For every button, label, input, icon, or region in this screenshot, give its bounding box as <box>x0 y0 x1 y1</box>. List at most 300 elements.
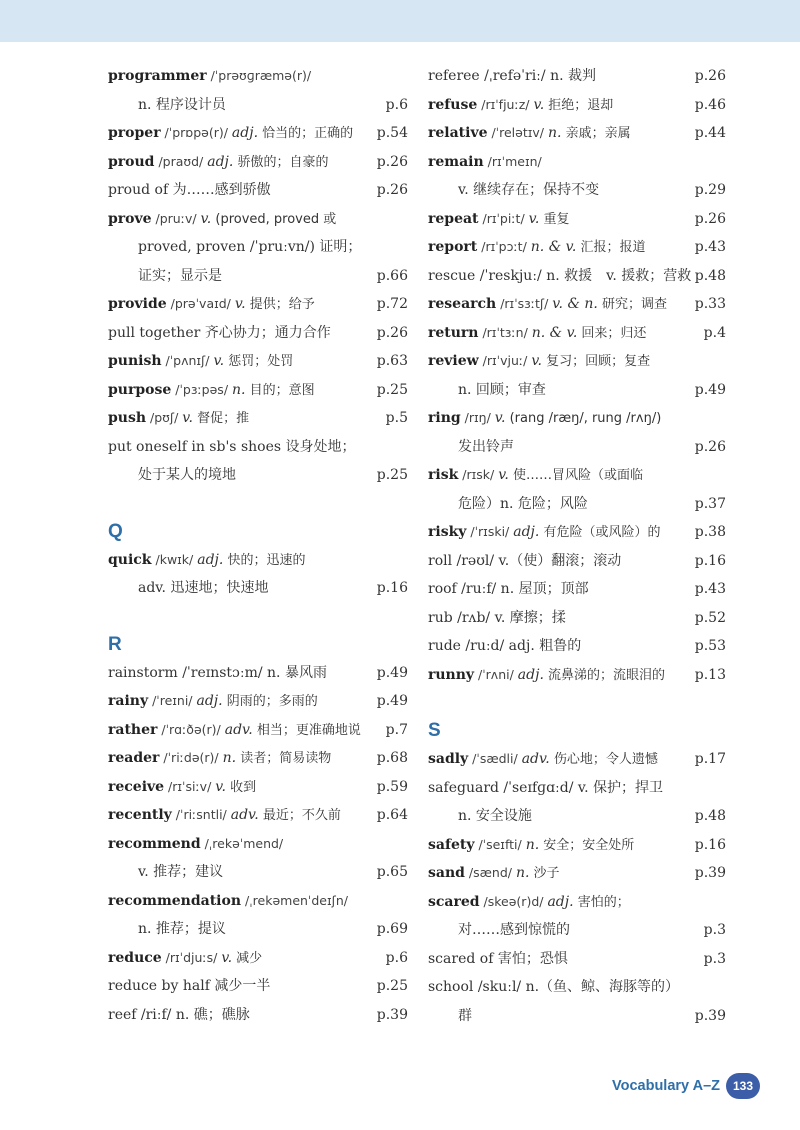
definition: 恰当的；正确的 <box>258 126 354 141</box>
entry-text <box>108 978 270 994</box>
entry-line <box>428 888 726 917</box>
entry-line <box>428 262 726 291</box>
definition: (rang /ræŋ/, rung /rʌŋ/) <box>505 411 662 426</box>
top-band <box>0 0 800 42</box>
headword: runny <box>428 666 475 683</box>
page-reference: p.49 <box>376 693 408 709</box>
entry-content: v. 继续存在；保持不变 <box>458 182 600 198</box>
phonetic: /ˈprɒpə(r)/ <box>160 125 232 140</box>
entry-text <box>108 439 356 455</box>
entry-text <box>428 865 560 881</box>
headword: receive <box>108 778 165 795</box>
phonetic: /ˈrʌni/ <box>474 666 518 682</box>
entry-text <box>138 467 236 483</box>
page-reference: p.44 <box>694 125 726 141</box>
phonetic: /ˈriːsntli/ <box>171 807 231 822</box>
part-of-speech: adj. <box>517 666 544 683</box>
page-reference: p.64 <box>376 807 408 823</box>
entry-line <box>108 433 408 462</box>
entry-content: proved, proven /ˈpruːvn/) 证明； <box>138 239 362 255</box>
page-reference: p.59 <box>376 778 408 795</box>
headword: reader <box>108 750 160 766</box>
headword: reduce <box>108 949 162 966</box>
page-reference: p.48 <box>694 267 726 284</box>
entry-line <box>108 972 408 1001</box>
headword: purpose <box>108 381 172 398</box>
definition: 害怕的； <box>573 894 630 910</box>
part-of-speech: adj. <box>231 125 259 141</box>
headword: ring <box>428 410 461 426</box>
page-reference: p.16 <box>376 580 408 596</box>
definition: 读者；简易读物 <box>236 751 332 766</box>
entry-text <box>108 722 361 738</box>
page-reference: p.6 <box>385 949 408 966</box>
definition: 安全；安全处所 <box>539 837 635 853</box>
part-of-speech: v. <box>533 96 545 113</box>
page-reference: p.39 <box>694 865 726 881</box>
part-of-speech: adj. <box>513 524 540 540</box>
entry-text <box>108 950 262 966</box>
entry-line <box>428 661 726 690</box>
part-of-speech: v. <box>528 210 540 227</box>
entry-line <box>428 632 726 661</box>
entry-line <box>108 858 408 887</box>
page-reference: p.7 <box>385 721 408 738</box>
entry-line <box>108 1001 408 1030</box>
entry-line <box>108 205 408 234</box>
entry-line <box>428 433 726 462</box>
entry-line <box>428 945 726 974</box>
right-column <box>428 62 726 1030</box>
headword: push <box>108 410 147 426</box>
part-of-speech: v. <box>498 467 509 483</box>
part-of-speech: adj. <box>547 893 574 910</box>
entry-line <box>428 575 726 604</box>
section-letter: Q <box>108 520 123 542</box>
entry-line <box>108 546 408 575</box>
entry-text <box>428 751 658 767</box>
page-reference: p.26 <box>376 324 408 341</box>
entry-line <box>108 887 408 916</box>
entry-text <box>108 382 315 398</box>
page-reference: p.54 <box>376 125 408 141</box>
part-of-speech: n. <box>222 750 237 766</box>
definition: 目的；意图 <box>245 382 315 398</box>
entry-line <box>428 547 726 576</box>
entry-content: adv. 迅速地；快速地 <box>138 580 269 596</box>
entry-line <box>428 376 726 405</box>
entry-content: rude /ruːd/ adj. 粗鲁的 <box>428 638 582 654</box>
page-reference: p.29 <box>694 182 726 198</box>
page-reference: p.17 <box>694 751 726 767</box>
entry-text <box>428 979 679 995</box>
page-reference: p.48 <box>694 808 726 824</box>
entry-line <box>108 176 408 205</box>
entry-text <box>428 68 596 84</box>
definition: 减少 <box>232 950 263 966</box>
headword: repeat <box>428 210 479 227</box>
entry-line <box>428 745 726 774</box>
entry-content: safeguard /ˈseɪfɡɑːd/ v. 保护；捍卫 <box>428 779 664 796</box>
headword: sand <box>428 865 465 881</box>
page-reference: p.26 <box>694 68 726 84</box>
entry-line <box>108 687 408 716</box>
page-reference: p.39 <box>376 1006 408 1023</box>
phonetic: /ˈseɪfti/ <box>474 836 526 852</box>
entry-text <box>428 325 646 341</box>
headword: risk <box>428 467 459 483</box>
entry-text <box>428 951 568 967</box>
phonetic: /rɪˈsɜːtʃ/ <box>496 296 553 311</box>
entry-text <box>428 353 650 369</box>
headword: return <box>428 324 479 341</box>
phonetic: /ˈrɑːðə(r)/ <box>157 721 225 737</box>
headword: relative <box>428 125 488 141</box>
page-reference: p.49 <box>376 664 408 681</box>
phonetic: /sænd/ <box>464 865 516 880</box>
headword: scared <box>428 893 480 910</box>
headword: refuse <box>428 96 478 113</box>
entry-line <box>108 91 408 120</box>
phonetic: /ˈreɪni/ <box>148 693 197 708</box>
entry-text <box>428 780 663 796</box>
entry-text <box>428 667 665 683</box>
definition: (proved, proved 或 <box>211 211 337 227</box>
entry-content: 危险）n. 危险；风险 <box>458 495 588 512</box>
phonetic: /ˈprəʊɡræmə(r)/ <box>206 68 312 83</box>
phonetic: /rɪŋ/ <box>460 410 495 425</box>
phonetic: /ˌrekəˈmend/ <box>200 835 284 851</box>
part-of-speech: v. <box>200 210 212 227</box>
entry-text <box>108 552 305 568</box>
entry-line <box>428 290 726 319</box>
phonetic: /prəˈvaɪd/ <box>166 296 235 311</box>
entry-line <box>428 831 726 860</box>
entry-content: 发出铃声 <box>458 438 514 455</box>
headword: prove <box>108 210 152 227</box>
entry-text <box>108 296 315 312</box>
entry-line <box>108 347 408 376</box>
entry-line <box>428 916 726 945</box>
entry-text <box>428 125 631 141</box>
entry-text <box>458 496 588 512</box>
page-number-badge: 133 <box>726 1073 760 1099</box>
entry-content: 对……感到惊慌的 <box>458 922 570 938</box>
page-reference: p.46 <box>694 96 726 113</box>
headword: recommendation <box>108 892 242 909</box>
phonetic: /rɪˈsiːv/ <box>164 778 216 794</box>
part-of-speech: v. <box>221 949 233 966</box>
entry-line <box>108 62 408 91</box>
entry-line <box>108 801 408 830</box>
entry-text <box>428 581 589 597</box>
page-reference: p.43 <box>694 581 726 597</box>
entry-content: roll /rəʊl/ v.（使）翻滚；滚动 <box>428 552 622 569</box>
headword: review <box>428 353 479 369</box>
page-reference: p.33 <box>694 296 726 312</box>
entry-line <box>428 119 726 148</box>
left-column <box>108 62 408 1029</box>
entry-line <box>108 119 408 148</box>
entry-text <box>108 750 331 766</box>
entry-line <box>108 659 408 688</box>
definition: 伤心地；令人遗憾 <box>549 752 658 767</box>
entry-line <box>428 347 726 376</box>
part-of-speech: n. <box>515 865 530 881</box>
entry-text <box>108 665 327 681</box>
phonetic: /ˈpɜːpəs/ <box>171 381 233 397</box>
entry-text <box>428 154 542 170</box>
page-reference: p.5 <box>385 410 408 426</box>
page-reference: p.43 <box>694 239 726 255</box>
headword: rainy <box>108 693 149 709</box>
phonetic: /rɪˈvjuː/ <box>478 353 532 368</box>
page-reference: p.6 <box>385 96 408 113</box>
entry-text <box>108 410 249 426</box>
page-reference: p.69 <box>376 921 408 937</box>
headword: recently <box>108 807 172 823</box>
headword: recommend <box>108 835 201 852</box>
definition: 最近；不久前 <box>258 808 341 823</box>
section-letter: R <box>108 633 122 655</box>
entry-line <box>428 205 726 234</box>
page-reference: p.16 <box>694 552 726 569</box>
page-reference: p.3 <box>703 922 726 938</box>
entry-text <box>458 439 514 455</box>
entry-line <box>428 176 726 205</box>
phonetic: /rɪˈdjuːs/ <box>161 949 222 965</box>
entry-line <box>428 319 726 348</box>
part-of-speech: adv. <box>521 751 550 767</box>
page-reference: p.16 <box>694 836 726 853</box>
entry-text <box>458 382 546 398</box>
definition: 回来；归还 <box>577 325 647 341</box>
entry-content: rescue /ˈreskjuː/ n. 救援 v. 援救；营救 <box>428 267 692 284</box>
part-of-speech: v. <box>531 353 543 369</box>
part-of-speech: n. & v. <box>531 324 578 341</box>
page-reference: p.37 <box>694 495 726 512</box>
entry-line <box>428 91 726 120</box>
definition: 惩罚；处罚 <box>224 354 294 369</box>
headword: sadly <box>428 751 469 767</box>
definition: 使……冒风险（或面临 <box>508 468 644 483</box>
entry-line <box>108 262 408 291</box>
entry-line <box>428 461 726 490</box>
phonetic: /rɪˈtɜːn/ <box>478 324 532 340</box>
entry-text <box>428 524 661 540</box>
part-of-speech: v. <box>215 778 226 795</box>
headword: research <box>428 296 497 312</box>
entry-content: 处于某人的境地 <box>138 467 236 483</box>
entry-content: school /skuːl/ n.（鱼、鲸、海豚等的） <box>428 979 680 995</box>
headword: provide <box>108 296 167 312</box>
part-of-speech: v. & n. <box>552 296 598 312</box>
entry-text <box>138 97 226 113</box>
entry-text <box>108 325 331 341</box>
headword: quick <box>108 551 152 568</box>
definition: 拒绝；退却 <box>544 97 614 113</box>
entry-text <box>108 693 318 709</box>
headword: rather <box>108 721 158 738</box>
entry-text <box>428 553 621 569</box>
part-of-speech: n. <box>525 836 540 853</box>
entry-text <box>428 610 566 626</box>
part-of-speech: adv. <box>224 721 253 738</box>
definition: 重复 <box>539 211 570 227</box>
headword: report <box>428 239 478 255</box>
page-reference: p.53 <box>694 638 726 654</box>
entry-text <box>108 893 348 909</box>
phonetic: /pruːv/ <box>151 210 201 226</box>
entry-text <box>428 296 667 312</box>
part-of-speech: n. <box>232 381 246 398</box>
definition: 督促；推 <box>192 411 250 426</box>
part-of-speech: v. <box>494 410 506 426</box>
entry-content: n. 推荐；提议 <box>138 921 226 937</box>
definition: 快的；迅速的 <box>223 552 306 568</box>
phonetic: /ˈriːdə(r)/ <box>159 750 223 765</box>
footer-title: Vocabulary A–Z <box>612 1078 720 1094</box>
entry-text <box>108 836 283 852</box>
entry-text <box>108 807 341 823</box>
phonetic: /rɪˈpɔːt/ <box>477 239 531 254</box>
page-reference: p.25 <box>376 978 408 994</box>
headword: safety <box>428 836 475 853</box>
entry-content: reduce by half 减少一半 <box>108 978 271 994</box>
part-of-speech: v. <box>213 353 225 369</box>
phonetic: /ˈrɪski/ <box>466 524 514 539</box>
entry-line <box>428 404 726 433</box>
entry-text <box>458 1008 472 1024</box>
entry-line <box>108 574 408 603</box>
page-reference: p.65 <box>376 864 408 880</box>
entry-line <box>108 773 408 802</box>
page-reference: p.13 <box>694 666 726 683</box>
headword: proper <box>108 125 161 141</box>
entry-text <box>458 922 570 938</box>
entry-content: rainstorm /ˈreɪnstɔːm/ n. 暴风雨 <box>108 664 327 681</box>
page-reference: p.4 <box>703 324 726 341</box>
entry-content: pull together 齐心协力；通力合作 <box>108 324 331 341</box>
headword: remain <box>428 153 484 170</box>
phonetic: /pʊʃ/ <box>146 410 183 425</box>
definition: 有危险（或风险）的 <box>539 525 661 540</box>
definition: 研究；调查 <box>597 297 667 312</box>
entry-content: 证实；显示是 <box>138 267 222 284</box>
entry-line <box>108 944 408 973</box>
entry-line <box>428 774 726 803</box>
entry-content: v. 推荐；建议 <box>138 864 224 880</box>
page-reference: p.66 <box>376 267 408 284</box>
phonetic: /rɪˈmeɪn/ <box>483 153 542 169</box>
part-of-speech: adj. <box>197 551 224 568</box>
entry-text <box>428 894 630 910</box>
entry-line <box>428 148 726 177</box>
entry-line <box>108 290 408 319</box>
entry-text <box>428 410 661 426</box>
page-footer <box>612 1073 760 1099</box>
headword: programmer <box>108 68 207 84</box>
entry-content: n. 回顾；审查 <box>458 381 546 398</box>
entry-text <box>138 864 223 880</box>
entry-line <box>108 319 408 348</box>
part-of-speech: adj. <box>196 693 223 709</box>
entry-text <box>108 779 256 795</box>
definition: 骄傲的；自豪的 <box>233 154 329 170</box>
definition: 复习；回顾；复查 <box>542 354 651 369</box>
page-reference: p.38 <box>694 524 726 540</box>
phonetic: /ˈpʌnɪʃ/ <box>161 353 214 368</box>
entry-content: referee /ˌrefəˈriː/ n. 裁判 <box>428 68 596 84</box>
entry-content: reef /riːf/ n. 礁；礁脉 <box>108 1006 250 1023</box>
entry-text <box>108 1007 250 1023</box>
entry-content: n. 安全设施 <box>458 808 532 824</box>
entry-line <box>428 490 726 519</box>
entry-line <box>108 404 408 433</box>
page-reference: p.39 <box>694 1007 726 1024</box>
section-letter: S <box>428 720 441 741</box>
phonetic: /ˈrelətɪv/ <box>487 125 548 140</box>
entry-text <box>458 182 599 198</box>
entry-content: rub /rʌb/ v. 摩擦；揉 <box>428 609 566 626</box>
entry-line <box>428 233 726 262</box>
entry-content: roof /ruːf/ n. 屋顶；顶部 <box>428 581 589 597</box>
part-of-speech: n. <box>547 125 562 141</box>
entry-line <box>428 859 726 888</box>
entry-line <box>428 518 726 547</box>
entry-line <box>108 744 408 773</box>
entry-text <box>428 97 613 113</box>
entry-line <box>428 62 726 91</box>
definition: 提供；给予 <box>245 297 315 312</box>
entry-text <box>108 154 329 170</box>
page-reference: p.26 <box>376 153 408 170</box>
page-reference: p.26 <box>694 438 726 455</box>
part-of-speech: adj. <box>207 153 234 170</box>
phonetic: /rɪsk/ <box>458 467 499 482</box>
entry-text <box>428 467 643 483</box>
entry-line <box>108 461 408 490</box>
entry-text <box>138 921 226 937</box>
entry-text <box>108 125 353 141</box>
definition: 阴雨的；多雨的 <box>222 694 318 709</box>
entry-text <box>138 580 268 596</box>
page-reference: p.63 <box>376 353 408 369</box>
entry-content: put oneself in sb's shoes 设身处地； <box>108 438 356 455</box>
page-reference: p.26 <box>694 210 726 227</box>
entry-line <box>108 915 408 944</box>
headword: risky <box>428 524 467 540</box>
headword: proud <box>108 153 155 170</box>
definition: 收到 <box>225 779 257 795</box>
entry-text <box>138 268 222 284</box>
entry-text <box>428 638 581 654</box>
phonetic: /rɪˈpiːt/ <box>478 210 529 226</box>
entry-text <box>138 239 361 255</box>
page-reference: p.25 <box>376 381 408 398</box>
headword: punish <box>108 353 162 369</box>
page-reference: p.49 <box>694 381 726 398</box>
phonetic: /ˌrekəmenˈdeɪʃn/ <box>241 892 348 908</box>
phonetic: /rɪˈfjuːz/ <box>477 96 534 112</box>
entry-text <box>428 268 691 284</box>
part-of-speech: v. <box>234 296 246 312</box>
page-reference: p.25 <box>376 467 408 483</box>
definition: 亲戚；亲属 <box>561 126 631 141</box>
entry-text <box>428 837 634 853</box>
entry-line <box>108 233 408 262</box>
entry-text <box>458 808 532 824</box>
